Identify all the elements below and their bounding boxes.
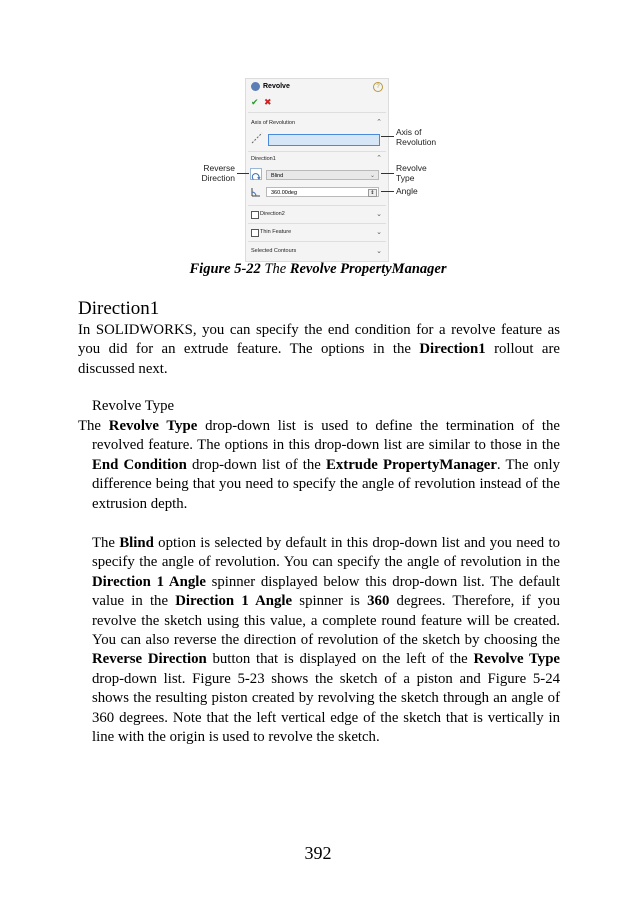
revolve-type-value: Blind bbox=[271, 173, 284, 179]
axis-of-revolution-callout bbox=[396, 127, 436, 147]
text: spinner displayed below this drop-down list. The default value in the bbox=[92, 573, 560, 610]
callout-line: Revolution bbox=[396, 137, 437, 147]
reverse-direction-callout bbox=[199, 163, 235, 183]
divider bbox=[248, 205, 386, 206]
thin-feature-checkbox[interactable] bbox=[251, 229, 259, 237]
text: The bbox=[78, 418, 109, 434]
direction1-header: Direction1 bbox=[251, 156, 276, 162]
bold-term: Extrude PropertyManager bbox=[326, 456, 497, 473]
panel-title-label: Revolve bbox=[263, 83, 290, 90]
leader-line bbox=[381, 191, 394, 192]
axis-line-icon bbox=[251, 132, 263, 144]
direction1-angle-spinner[interactable] bbox=[266, 187, 379, 197]
caption-title: Revolve PropertyManager bbox=[289, 261, 447, 277]
chevron-up-icon[interactable]: ⌃ bbox=[376, 119, 382, 126]
angle-icon bbox=[250, 186, 262, 198]
divider bbox=[248, 223, 386, 224]
text: button that is displayed on the left of the bbox=[206, 651, 474, 668]
subheading-revolve-type: Revolve Type bbox=[92, 398, 175, 414]
leader-line bbox=[381, 136, 394, 137]
text: drop-down list of the bbox=[186, 456, 327, 473]
thin-feature-label: Thin Feature bbox=[260, 229, 292, 235]
text: spinner is bbox=[292, 593, 368, 610]
panel-title bbox=[251, 82, 290, 91]
revolve-type-callout bbox=[396, 163, 427, 183]
paragraph-revolve-type bbox=[78, 417, 560, 514]
text: In SOLIDWORKS, you can specify the end condition for a revolve feature as you did for an extrude feature. The options in the bbox=[78, 322, 560, 358]
figure-caption bbox=[0, 261, 636, 278]
caption-number: Figure 5-22 bbox=[189, 261, 261, 277]
leader-line bbox=[237, 173, 249, 174]
divider bbox=[248, 241, 386, 242]
chevron-down-icon[interactable]: ⌄ bbox=[376, 211, 382, 218]
bold-term: Blind bbox=[119, 535, 154, 551]
spinner-arrows-icon[interactable]: ⇕ bbox=[368, 189, 377, 197]
direction2-checkbox[interactable] bbox=[251, 211, 259, 219]
text: drop-down list is used to define the termination of the revolved feature. The options in this drop-down list are similar to those in the bbox=[92, 418, 560, 454]
direction2-label: Direction2 bbox=[260, 211, 285, 217]
text: drop-down list. Figure 5-23 shows the sketch of a piston and Figure 5-24 shows the resulting piston created by revolving the sketch through an angle of 360 degrees. Note that the left vertical edge of the sketch that is vertically in line with the origin is used to revolve the sketch. bbox=[92, 670, 560, 746]
chevron-down-icon[interactable]: ⌄ bbox=[376, 248, 382, 255]
bold-term: Direction 1 Angle bbox=[92, 573, 206, 590]
bold-term: Reverse Direction bbox=[92, 651, 207, 668]
axis-selection-field[interactable] bbox=[268, 134, 380, 146]
divider bbox=[248, 151, 386, 152]
axis-section-header: Axis of Revolution bbox=[251, 120, 296, 126]
chevron-down-icon[interactable]: ⌄ bbox=[376, 229, 382, 236]
chevron-up-icon[interactable]: ⌃ bbox=[376, 155, 382, 162]
callout-line: Axis of bbox=[396, 127, 422, 137]
reverse-arrow-icon bbox=[251, 172, 261, 182]
revolve-icon bbox=[251, 82, 260, 91]
callout-line: Direction bbox=[201, 173, 235, 183]
text: The bbox=[92, 535, 120, 551]
reverse-direction-button[interactable] bbox=[250, 168, 262, 180]
callout-line: Type bbox=[396, 173, 415, 183]
text: option is selected by default in this drop-down list and you need to specify the angle of revolution. You can specify the angle of revolution in the bbox=[92, 535, 560, 571]
cancel-x-icon[interactable]: ✖ bbox=[264, 97, 272, 107]
revolve-propertymanager bbox=[245, 78, 389, 262]
bold-term: Direction1 bbox=[419, 341, 486, 358]
paragraph-blind-option bbox=[92, 534, 560, 747]
chevron-down-icon: ⌄ bbox=[369, 173, 375, 179]
caption-the: The bbox=[264, 261, 287, 277]
callout-line: Angle bbox=[396, 186, 418, 196]
selected-contours-label: Selected Contours bbox=[251, 248, 297, 254]
angle-callout bbox=[396, 186, 418, 196]
ok-check-icon[interactable]: ✔ bbox=[251, 97, 259, 107]
page-number: 392 bbox=[304, 843, 332, 863]
help-icon[interactable]: ? bbox=[373, 82, 383, 92]
figure-5-22 bbox=[0, 0, 636, 277]
callout-line: Reverse bbox=[203, 163, 235, 173]
angle-value: 360.00deg bbox=[271, 190, 297, 196]
text: . The only difference being that you need to specify the angle of revolution instead of the extrusion depth. bbox=[92, 456, 560, 512]
bold-term: Direction 1 Angle bbox=[175, 593, 293, 610]
callout-line: Revolve bbox=[396, 163, 427, 173]
bold-term: End Condition bbox=[92, 456, 187, 473]
revolve-type-dropdown[interactable] bbox=[266, 170, 379, 180]
section-heading: Direction1 bbox=[78, 298, 160, 319]
divider bbox=[248, 112, 386, 113]
bold-term: Revolve Type bbox=[108, 418, 198, 434]
text: rollout are discussed next. bbox=[78, 341, 560, 377]
leader-line bbox=[381, 173, 394, 174]
paragraph-direction1 bbox=[78, 321, 560, 379]
bold-term: Revolve Type bbox=[473, 651, 560, 668]
bold-term: 360 bbox=[367, 593, 390, 610]
text: degrees. Therefore, if you revolve the sketch using this value, a complete round feature will be created. You can also reverse the direction of revolution of the sketch by choosing the bbox=[92, 593, 561, 649]
